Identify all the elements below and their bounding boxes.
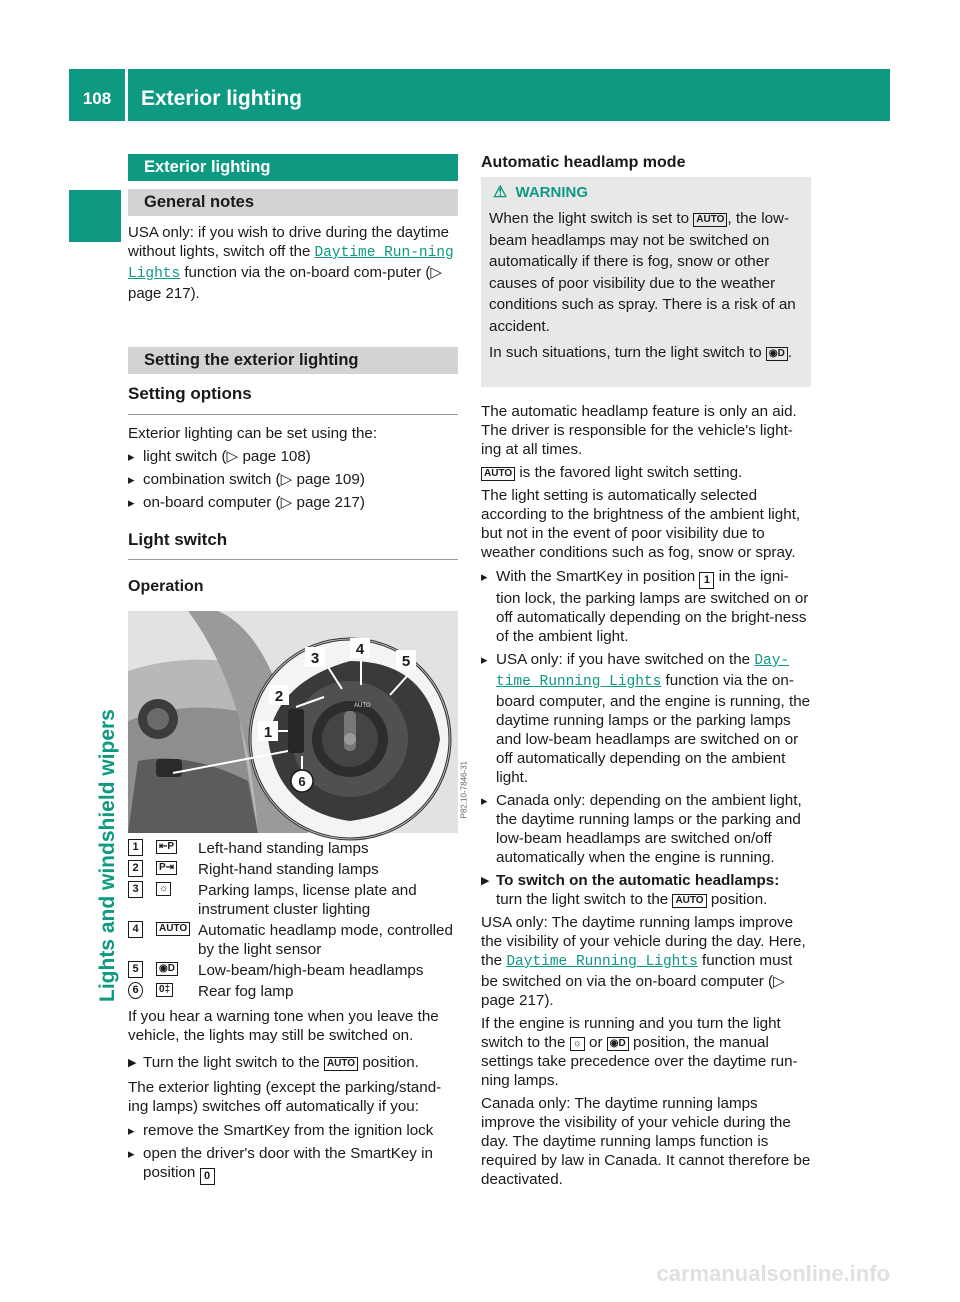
automatic-headlamp-heading: Automatic headlamp mode [481,154,686,171]
daytime-running-lights-link[interactable]: Daytime Run-ning Lights [128,245,454,282]
auto-off-paragraph: The exterior lighting (except the parking/stand-ing lamps) switches off automatically if you: [128,1079,442,1115]
turn-step-text-1: Turn the light switch to the [143,1054,324,1071]
condition-text-3: USA only: if you have switched on the [496,651,755,668]
light-switch-illustration [128,611,458,833]
legend-number: 3 [128,881,143,898]
svg-text:AUTO: AUTO [354,703,371,709]
legend-symbol-icon: 0‡ [156,983,173,997]
options-list [128,447,458,512]
condition-item-usa [481,650,811,787]
daytime-running-lights-link[interactable]: Daytime Running Lights [506,954,698,970]
switch-on-step [481,871,811,909]
usa-drl-text-2: function must be switched on via the on-board computer (▷ page 217). [481,952,793,1009]
usa-text-1: USA only: if you wish to drive during the daytime without lights, switch off the [128,224,449,260]
position-key-icon: 0 [200,1168,215,1185]
usa-paragraph [128,223,458,303]
condition-item-canada: ▸ Canada only: depending on the ambient light, the daytime running lamps or the parking and low-beam headlamps are switched on/off automatically when the engine is running. [481,791,811,867]
legend-item-2 [128,860,458,879]
legend [128,839,458,1001]
section-band-general-notes: General notes [128,189,458,216]
legend-number: 1 [128,839,143,856]
legend-item-6 [128,982,458,1001]
warning-label: WARNING [515,184,589,201]
aid-paragraph: The automatic headlamp feature is only an aid. The driver is responsible for the vehicle's light-ing at all times. [481,403,797,458]
svg-text:2: 2 [274,688,284,705]
usa-drl-paragraph [481,913,811,1010]
usa-text-2: function via the on-board com-puter (▷ page 217). [128,264,442,302]
auto-symbol-icon: AUTO [481,467,515,481]
option-light-switch[interactable]: ▸ light switch (▷ page 108) [128,447,458,466]
warning-tone-paragraph: If you hear a warning tone when you leave the vehicle, the lights may still be switched on. [128,1008,439,1044]
auto-symbol-icon: AUTO [693,213,727,227]
auto-off-item [128,1144,458,1185]
section-band-setting: Setting the exterior lighting [128,347,458,374]
warning-box [481,177,811,387]
warning-text-2: , the low-beam headlamps may not be switched on automatically if there is fog, snow or other causes of poor visibility due to the weather conditions such as spray. There is a risk of an accident. [489,210,796,335]
legend-symbol-icon: P⇥ [156,861,177,875]
condition-text-1: With the SmartKey in position [496,568,700,585]
auto-off-item-text: open the driver's door with the SmartKey in position [143,1145,433,1181]
legend-text: Rear fog lamp [198,983,294,1000]
usa-drl-text-1: USA only: The daytime running lamps improve the visibility of your vehicle during the day. Here, the [481,914,806,969]
step-text-2: position. [706,891,768,908]
legend-text: Parking lamps, license plate and instrument cluster lighting [198,882,417,918]
svg-text:4: 4 [355,641,365,658]
step-title: To switch on the automatic headlamps: [496,872,780,889]
setting-intro: Exterior lighting can be set using the: [128,425,378,442]
legend-text: Left-hand standing lamps [198,840,369,857]
condition-text-4: function via the on-board computer, and the engine is running, the daytime running lamps or the parking lamps and low-beam headlamps are switched on or off automatically depending on the ambient light. [496,672,811,786]
svg-text:1: 1 [263,724,273,741]
manual-text-3: position, the manual settings take precedence over the daytime run-ning lamps. [481,1034,798,1089]
operation-heading: Operation [128,578,204,595]
step-text-1: turn the light switch to the [496,891,673,908]
favored-text: is the favored light switch setting. [515,464,743,481]
chapter-label: Lights and windshield wipers [96,709,119,1002]
legend-item-1 [128,839,458,858]
legend-symbol-icon: AUTO [156,922,190,936]
legend-symbol-icon: ◉D [156,962,178,976]
legend-number: 5 [128,961,143,978]
header-title: Exterior lighting [141,87,303,110]
legend-text: Right-hand standing lamps [198,861,379,878]
right-column-body [481,402,811,1189]
turn-step [128,1053,458,1072]
favored-paragraph [481,463,811,482]
warning-text-1: When the light switch is set to [489,210,694,227]
turn-step-text-2: position. [358,1054,419,1071]
daytime-running-lights-link[interactable]: Day-time Running Lights [496,653,790,690]
chapter-tab [69,190,121,1020]
right-column [481,154,811,172]
position-key-icon: 1 [699,572,714,589]
low-beam-icon: ◉D [766,347,788,361]
legend-symbol-icon: ☼ [156,882,171,896]
legend-symbol-icon: ⇤P [156,840,177,854]
condition-text-2: in the igni-tion lock, the parking lamps are switched on or off automatically depending on the bright-ness of the ambient light. [496,568,809,645]
legend-text: Low-beam/high-beam headlamps [198,962,424,979]
legend-item-3 [128,881,458,919]
legend-item-4 [128,921,458,959]
legend-item-5 [128,961,458,980]
svg-text:5: 5 [401,653,411,670]
warning-header [493,183,588,202]
warning-action: In such situations, turn the light switch to ◉D . [489,344,793,361]
option-onboard-computer[interactable]: ▸ on-board computer (▷ page 217) [128,493,458,512]
auto-off-item: ▸ remove the SmartKey from the ignition lock [128,1121,458,1140]
page-header [69,69,890,121]
low-beam-icon: ◉D [607,1037,629,1051]
legend-number: 4 [128,921,143,938]
conditions-list [481,567,811,867]
manual-settings-paragraph [481,1014,811,1090]
chapter-marker [69,190,121,242]
parking-lamps-icon: ☼ [570,1037,585,1051]
figure-code: P82.10-7846-31 [459,761,468,819]
warning-text [489,208,805,337]
left-column [128,154,468,1185]
canada-paragraph: Canada only: The daytime running lamps improve the visibility of your vehicle during the day. The daytime running lamps function is required by law in Canada. It cannot therefore be deactivated. [481,1095,811,1188]
option-combination-switch[interactable]: ▸ combination switch (▷ page 109) [128,470,458,489]
svg-text:6: 6 [298,774,306,789]
warning-triangle-icon: ⚠ [493,184,508,201]
auto-symbol-icon: AUTO [672,894,706,908]
watermark: carmanualsonline.info [656,1261,890,1286]
page-number: 108 [82,89,112,108]
auto-symbol-icon: AUTO [324,1057,358,1071]
legend-number: 2 [128,860,143,877]
legend-text: Automatic headlamp mode, controlled by the light sensor [198,922,453,958]
legend-number: 6 [128,982,143,999]
light-switch-heading: Light switch [128,529,458,560]
manual-text-1: If the engine is running and you turn the light switch to the [481,1015,781,1051]
auto-off-list [128,1121,458,1185]
header-divider [125,69,128,121]
setting-options-heading: Setting options [128,383,458,415]
condition-item-ignition [481,567,811,646]
light-switch-figure [128,611,468,833]
manual-text-2: or [584,1034,607,1051]
section-band-exterior-lighting: Exterior lighting [128,154,458,181]
selection-paragraph: The light setting is automatically selected according to the brightness of the ambient light, but not in the event of poor visibility due to weather conditions such as fog, snow or spray. [481,487,801,561]
svg-text:3: 3 [310,650,320,667]
warning-action-text: In such situations, turn the light switch to [489,344,762,361]
